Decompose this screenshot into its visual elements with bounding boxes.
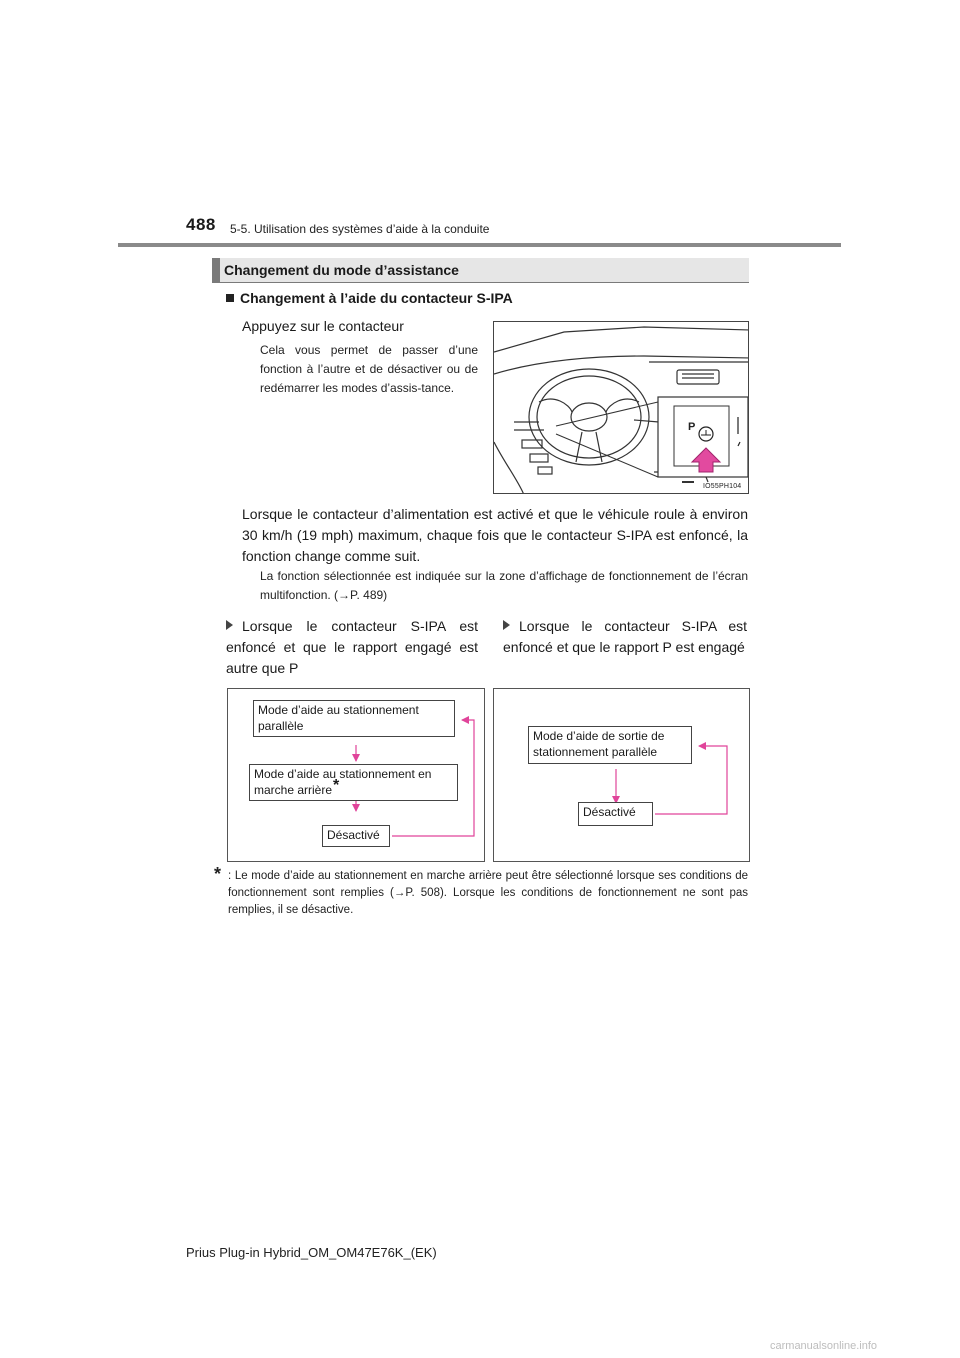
mode-cycle-diagram-left [227, 688, 485, 862]
mode-box-exit-parallel-parking: Mode d’aide de sortie de stationnement parallèle [528, 726, 692, 764]
chapter-title: 5-5. Utilisation des systèmes d’aide à la conduite [230, 222, 490, 236]
footnote [214, 864, 748, 919]
case-left-text: Lorsque le contacteur S-IPA est enfoncé et que le rapport engagé est autre que P [226, 618, 478, 676]
watermark: carmanualsonline.info [770, 1340, 878, 1352]
mode-box-off-right: Désactivé [578, 802, 653, 826]
instruction-note: Cela vous permet de passer d’une fonction à l’autre et de désactiver ou de redémarrer les modes d’assis-tance. [260, 343, 478, 395]
mode-box-reverse-parking [249, 764, 458, 801]
case-right [503, 616, 747, 658]
header-rule [118, 243, 841, 247]
model-identifier: Prius Plug-in Hybrid_OM_OM47E76K_(EK) [186, 1245, 437, 1260]
steering-wheel-illustration [494, 322, 749, 494]
triangle-bullet-icon [226, 620, 233, 630]
triangle-bullet-icon [503, 620, 510, 630]
body-paragraph: Lorsque le contacteur d’alimentation est activé et que le véhicule roule à environ 30 km/h (19 mph) maximum, chaque fois que le contacteur S-IPA est enfoncé, la fonction change comme suit. [242, 506, 748, 564]
dashboard-illustration [493, 321, 749, 494]
mode-box-parallel-parking: Mode d’aide au stationnement parallèle [253, 700, 455, 737]
footnote-text: : Le mode d’aide au stationnement en marche arrière peut être sélectionné lorsque ses conditions de fonctionnement sont remplies (→P. 508). Lorsque les conditions de fonctionnement ne sont pas remplies, il se désactive. [228, 870, 748, 916]
footnote-marker: * [333, 777, 340, 794]
subsection-heading [226, 290, 513, 306]
svg-text:P: P [688, 421, 696, 433]
section-rule [212, 282, 749, 283]
body-note: La fonction sélectionnée est indiquée sur la zone d’affichage de fonctionnement de l’écran multifonction. (→P. 489) [260, 569, 748, 602]
case-right-text: Lorsque le contacteur S-IPA est enfoncé et que le rapport P est engagé [503, 618, 747, 655]
mode-box-off-left: Désactivé [322, 825, 390, 847]
instruction-text: Appuyez sur le contacteur [242, 318, 404, 334]
figure-code: IO55PH104 [703, 483, 742, 490]
cycle-arrows-right [494, 689, 751, 863]
square-bullet-icon [226, 294, 234, 302]
page-number: 488 [186, 215, 216, 234]
mode-box-reverse-parking-label: Mode d’aide au stationnement en marche arrière [254, 767, 432, 797]
case-left [226, 616, 478, 679]
section-title: Changement du mode d’assistance [224, 262, 459, 278]
mode-cycle-diagram-right [493, 688, 750, 862]
subsection-title: Changement à l’aide du contacteur S-IPA [240, 290, 513, 306]
footnote-star: * [214, 864, 222, 884]
